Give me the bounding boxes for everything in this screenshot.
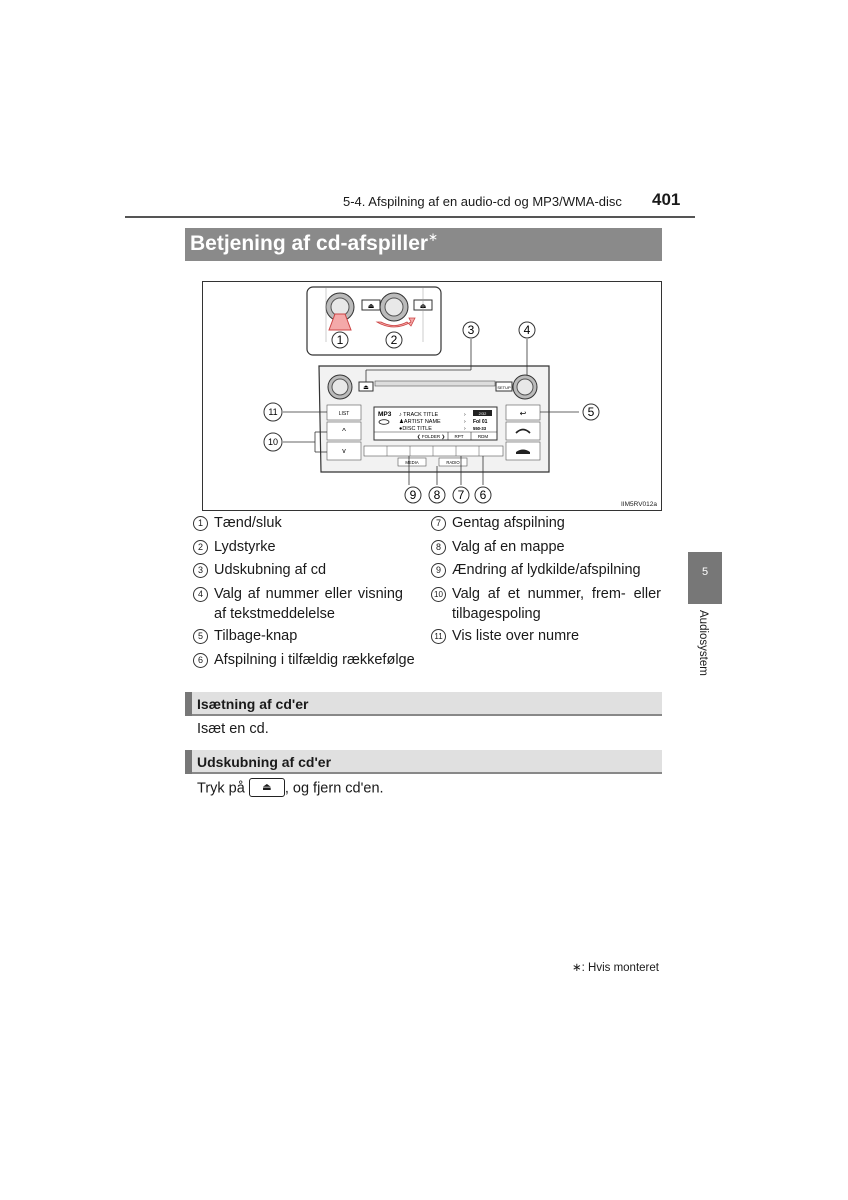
- chapter-tab: [688, 552, 722, 604]
- radio-illustration: [202, 281, 662, 511]
- svg-text:›: ›: [464, 412, 466, 418]
- volume-knob-detail: [380, 293, 408, 321]
- body-text-after: , og fjern cd'en.: [284, 780, 384, 797]
- display-line3: ●DISC TITLE: [399, 426, 432, 432]
- display-line1: ♪ TRACK TITLE: [399, 412, 439, 418]
- legend-number: 3: [193, 563, 208, 578]
- legend-text: Ændring af lydkilde/afspilning: [452, 562, 641, 578]
- svg-text:4: 4: [523, 323, 531, 337]
- legend-item: [431, 626, 661, 646]
- display-mode: MP3: [378, 411, 392, 418]
- callout-5: [583, 404, 599, 420]
- media-button-label: MEDIA: [405, 460, 419, 465]
- display-rdm: RDM: [477, 434, 489, 439]
- legend-item: [193, 537, 403, 557]
- legend-number: 5: [193, 629, 208, 644]
- title-asterisk: ∗: [428, 230, 439, 244]
- legend-item: [431, 513, 661, 533]
- display-line2: ♟ARTIST NAME: [399, 419, 441, 425]
- eject-glyph-unit: ⏏: [363, 385, 369, 391]
- svg-text:2: 2: [390, 333, 398, 347]
- section-title: Udskubning af cd'er: [197, 754, 332, 770]
- page-number: 401: [652, 190, 681, 209]
- svg-text:›: ›: [464, 419, 466, 425]
- footnote: [572, 960, 659, 974]
- legend-item: [193, 513, 403, 533]
- back-button-label: ↩: [519, 409, 527, 418]
- callout-2: [386, 332, 402, 348]
- legend-text: Afspilning i tilfældig rækkefølge: [214, 652, 415, 668]
- callout-7: [453, 487, 469, 503]
- display-badge3: 550-33: [473, 426, 487, 431]
- knob-inset: [307, 287, 441, 355]
- legend-number: 9: [431, 563, 446, 578]
- legend-number: 8: [431, 540, 446, 555]
- callout-4: [519, 322, 535, 338]
- legend-item: [431, 584, 661, 624]
- running-head: 5-4. Afspilning af en audio-cd og MP3/WMA-disc: [343, 194, 622, 209]
- svg-text:7: 7: [457, 488, 465, 502]
- svg-text:9: 9: [409, 488, 417, 502]
- callout-9: [405, 487, 421, 503]
- section-body: Isæt en cd.: [197, 721, 269, 737]
- callout-3: [463, 322, 479, 338]
- up-button-label: ^: [342, 427, 346, 436]
- legend-text: Tilbage-knap: [214, 628, 298, 644]
- section-marker: [185, 750, 192, 774]
- page-title-text: Betjening af cd-afspiller: [190, 232, 429, 255]
- svg-text:›: ›: [464, 426, 466, 432]
- footnote-text: : Hvis monteret: [581, 962, 659, 974]
- chapter-number: 5: [701, 566, 709, 578]
- down-button-label: v: [342, 448, 346, 455]
- svg-text:1: 1: [336, 333, 344, 347]
- head-unit: [319, 366, 549, 472]
- radio-diagram: [203, 282, 661, 510]
- legend-text: Valg af en mappe: [452, 539, 565, 555]
- callout-1: [332, 332, 348, 348]
- figure-code: IIM5RV012a: [620, 501, 657, 508]
- display-badge1: 2/32: [478, 411, 487, 416]
- legend-number: 11: [431, 629, 446, 644]
- legend-text: Valg af nummer eller visning af tekstmeddelelse: [214, 586, 403, 622]
- legend-text: Vis liste over numre: [452, 628, 580, 644]
- svg-text:3: 3: [467, 323, 475, 337]
- legend-number: 7: [431, 516, 446, 531]
- svg-text:8: 8: [433, 488, 441, 502]
- footnote-star: ∗: [572, 962, 582, 974]
- section-title: Isætning af cd'er: [197, 696, 309, 712]
- legend-number: 10: [431, 587, 446, 602]
- legend-text: Lydstyrke: [214, 539, 276, 555]
- svg-text:6: 6: [479, 488, 487, 502]
- legend-number: 2: [193, 540, 208, 555]
- section-header-insert: [185, 692, 662, 716]
- legend-item: [431, 537, 661, 557]
- section-header-eject: [185, 750, 662, 774]
- legend-text: Udskubning af cd: [214, 562, 327, 578]
- legend-item: [193, 584, 403, 624]
- legend-number: 4: [193, 587, 208, 602]
- list-button-label: LIST: [338, 411, 350, 417]
- legend-item: [193, 650, 433, 670]
- legend-number: 1: [193, 516, 208, 531]
- legend-item: [193, 626, 403, 646]
- setup-button-label: SETUP: [497, 385, 511, 390]
- callout-8: [429, 487, 445, 503]
- section-body: [197, 779, 384, 798]
- svg-text:5: 5: [587, 405, 595, 419]
- header-rule: [125, 216, 695, 218]
- eject-icon: ⏏: [249, 778, 285, 797]
- radio-button-label: RADIO: [446, 460, 460, 465]
- svg-text:11: 11: [268, 407, 278, 417]
- chapter-label: Audiosystem: [697, 610, 709, 676]
- legend-text: Gentag afspilning: [452, 515, 565, 531]
- legend-text: Tænd/sluk: [214, 515, 282, 531]
- legend-item: [193, 560, 403, 580]
- title-banner: [185, 228, 662, 261]
- legend-item: [431, 560, 661, 580]
- svg-text:10: 10: [267, 437, 279, 447]
- display-folder: ❮ FOLDER ❯: [416, 434, 446, 439]
- callout-6: [475, 487, 491, 503]
- display-rpt: RPT: [454, 434, 464, 439]
- legend-number: 6: [193, 653, 208, 668]
- eject-glyph-inset-1: ⏏: [367, 303, 375, 310]
- callout-10: [264, 433, 282, 451]
- eject-glyph-inset-2: ⏏: [419, 303, 427, 310]
- section-marker: [185, 692, 192, 716]
- callout-11: [264, 403, 282, 421]
- page-title: [190, 232, 438, 256]
- body-text-before: Tryk på: [197, 780, 245, 797]
- display-badge2: Fol 01: [473, 419, 488, 425]
- legend-text: Valg af et nummer, frem- eller tilbagespoling: [452, 586, 661, 622]
